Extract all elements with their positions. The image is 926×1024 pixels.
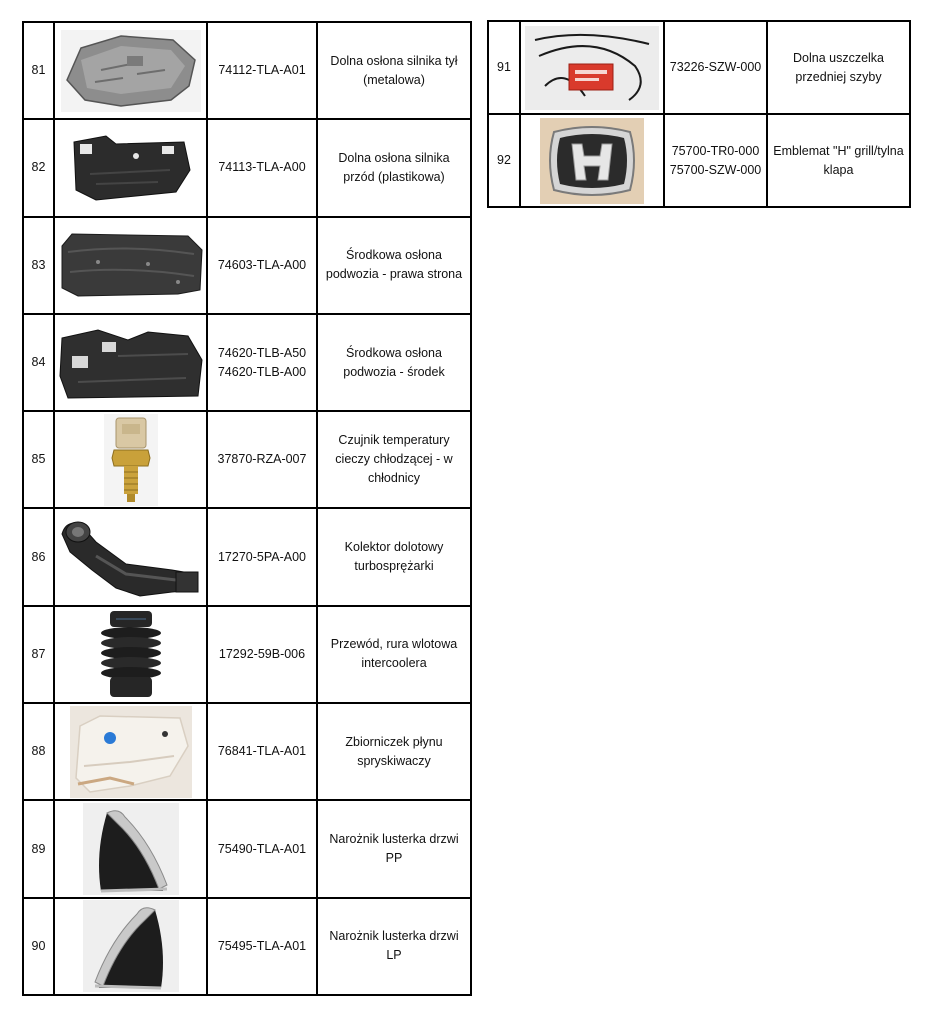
- part-image: [54, 119, 207, 216]
- row-number: 83: [23, 217, 54, 314]
- intercooler-hose-icon: [96, 609, 166, 699]
- part-image: [54, 22, 207, 119]
- row-number: 92: [488, 114, 520, 207]
- engine-undercover-front-icon: [66, 130, 196, 206]
- part-code: [207, 119, 317, 216]
- part-description: Narożnik lusterka drzwi PP: [317, 800, 471, 897]
- parts-table-left: [22, 21, 472, 996]
- code-line: 74620-TLB-A50: [217, 345, 307, 360]
- part-image: [54, 898, 207, 995]
- part-description: Środkowa osłona podwozia - prawa strona: [317, 217, 471, 314]
- part-code: [207, 217, 317, 314]
- part-code: [207, 314, 317, 411]
- part-description: Kolektor dolotowy turbosprężarki: [317, 508, 471, 605]
- code-line: 75495-TLA-A01: [217, 938, 307, 953]
- honda-h-emblem-icon: [540, 118, 644, 204]
- part-code: [664, 114, 767, 207]
- table-row: [23, 411, 471, 508]
- row-number: 82: [23, 119, 54, 216]
- table-row: [23, 217, 471, 314]
- row-number: 81: [23, 22, 54, 119]
- part-image: [54, 314, 207, 411]
- part-image: [54, 508, 207, 605]
- part-description: Przewód, rura wlotowa intercoolera: [317, 606, 471, 703]
- code-line: 76841-TLA-A01: [217, 744, 307, 759]
- part-image: [54, 800, 207, 897]
- part-code: [207, 508, 317, 605]
- code-line: 17270-5PA-A00: [217, 549, 307, 564]
- part-description: Dolna uszczelka przedniej szyby: [767, 21, 910, 114]
- table-row: [23, 508, 471, 605]
- mirror-corner-left-icon: [83, 900, 179, 992]
- part-image: [520, 114, 664, 207]
- part-code: [207, 800, 317, 897]
- table-row: [23, 119, 471, 216]
- washer-fluid-tank-icon: [70, 706, 192, 798]
- part-description: Czujnik temperatury cieczy chłodzącej - w chłodnicy: [317, 411, 471, 508]
- parts-table-right: [487, 20, 911, 208]
- code-line: 74620-TLB-A00: [217, 364, 307, 379]
- table-row: [23, 606, 471, 703]
- part-image: [54, 606, 207, 703]
- code-line: 75700-TR0-000: [671, 143, 760, 158]
- code-line: 73226-SZW-000: [669, 60, 762, 74]
- part-image: [54, 217, 207, 314]
- table-row: [488, 21, 910, 114]
- table-row: [23, 22, 471, 119]
- part-code: [664, 21, 767, 114]
- code-line: 74113-TLA-A00: [218, 160, 306, 175]
- code-line: 74603-TLA-A00: [217, 257, 307, 272]
- part-code: [207, 898, 317, 995]
- turbo-intake-manifold-icon: [56, 512, 206, 602]
- part-image: [520, 21, 664, 114]
- code-line: 37870-RZA-007: [217, 452, 307, 467]
- temperature-sensor-icon: [104, 414, 158, 506]
- row-number: 89: [23, 800, 54, 897]
- part-description: Dolna osłona silnika przód (plastikowa): [317, 119, 471, 216]
- table-row: [23, 898, 471, 995]
- table-row: [23, 314, 471, 411]
- mirror-corner-right-icon: [83, 803, 179, 895]
- table-row: [23, 703, 471, 800]
- row-number: 90: [23, 898, 54, 995]
- code-line: 75700-SZW-000: [669, 162, 762, 177]
- part-description: Narożnik lusterka drzwi LP: [317, 898, 471, 995]
- code-line: 17292-59B-006: [218, 646, 306, 661]
- row-number: 86: [23, 508, 54, 605]
- part-description: Zbiorniczek płynu spryskiwaczy: [317, 703, 471, 800]
- table-row: [23, 800, 471, 897]
- part-code: [207, 22, 317, 119]
- underbody-cover-middle-icon: [58, 326, 204, 400]
- code-line: 74112-TLA-A01: [218, 63, 306, 78]
- row-number: 88: [23, 703, 54, 800]
- part-code: [207, 606, 317, 703]
- part-code: [207, 703, 317, 800]
- row-number: 87: [23, 606, 54, 703]
- row-number: 84: [23, 314, 54, 411]
- part-description: Emblemat "H" grill/tylna klapa: [767, 114, 910, 207]
- part-image: [54, 703, 207, 800]
- windshield-seal-icon: [525, 26, 659, 110]
- part-description: Dolna osłona silnika tył (metalowa): [317, 22, 471, 119]
- part-code: [207, 411, 317, 508]
- table-row: [488, 114, 910, 207]
- row-number: 85: [23, 411, 54, 508]
- engine-undercover-rear-icon: [61, 30, 201, 112]
- part-description: Środkowa osłona podwozia - środek: [317, 314, 471, 411]
- part-image: [54, 411, 207, 508]
- code-line: 75490-TLA-A01: [217, 841, 307, 856]
- row-number: 91: [488, 21, 520, 114]
- underbody-cover-right-icon: [58, 232, 204, 298]
